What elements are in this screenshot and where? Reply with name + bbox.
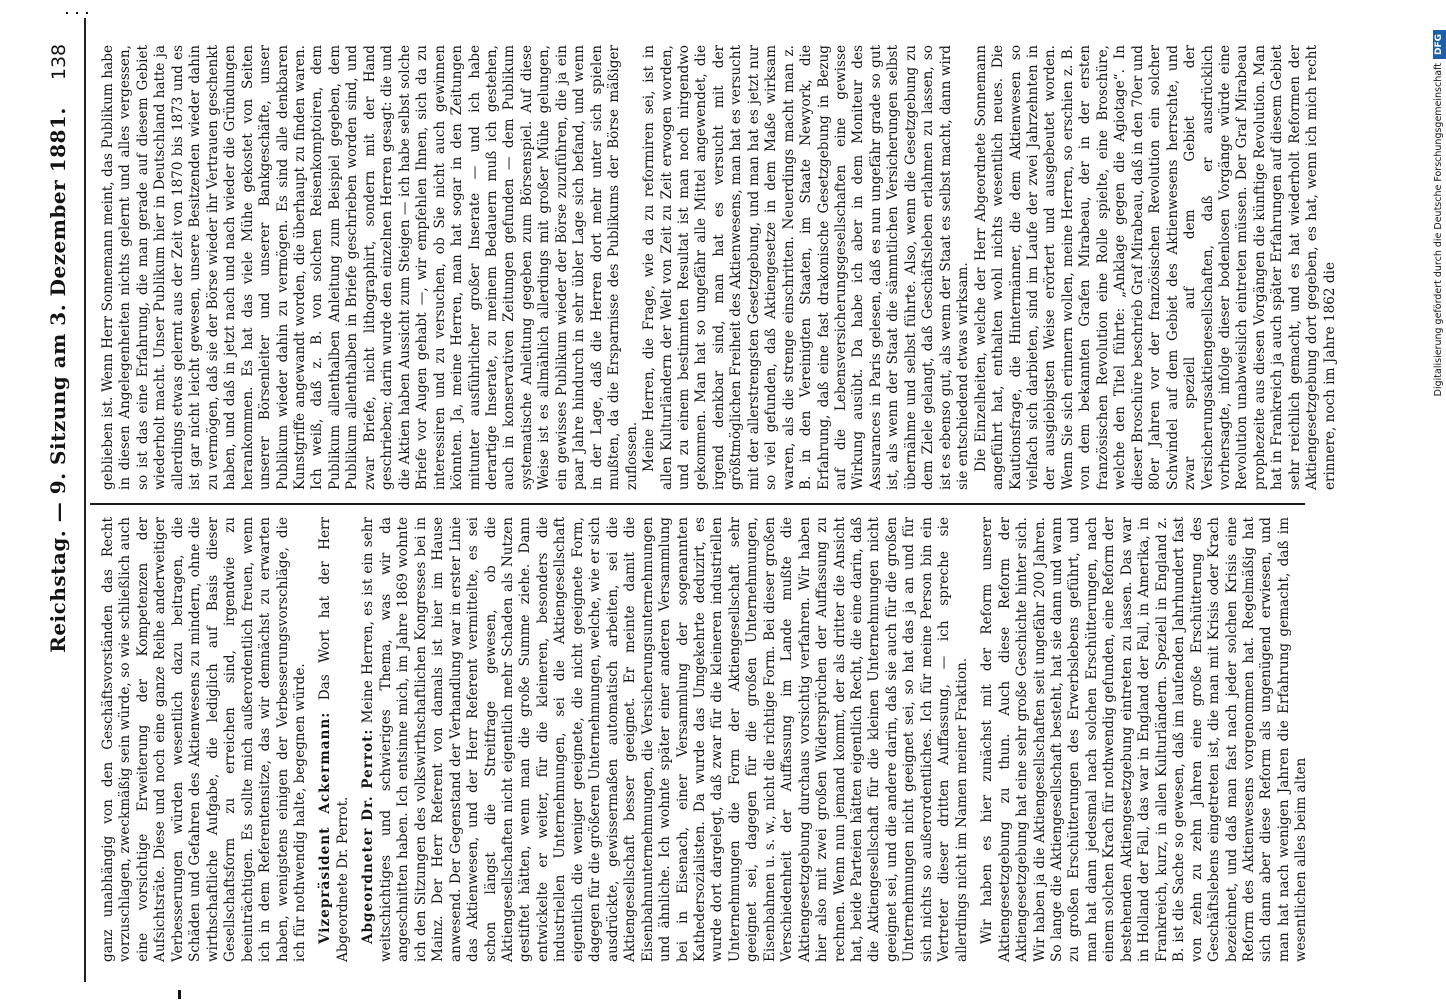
scan-artifact-tick (76, 12, 78, 14)
scan-artifact-tick (66, 12, 68, 14)
speaker-perrot: Abgeordneter Dr. Perrot: (360, 728, 377, 944)
left-paragraph-3: Wir haben es hier zunächst mit der Reform unserer Aktiengesetzgebung zu thun. Auch diese Reform der Aktiengesetzgebung hat eine sehr große Geschichte hinter sich. Wir haben ja die Aktiengesellschaften seit ungefähr 200 Jahren. So lange die Aktiengesellschaft besteht, hat sie dann und wann zu großen Erschütterungen des Erwerbslebens geführt, und man hat dann jedesmal nach solchen Erschütterungen, nach einem solchen Krach für nothwendig gefunden, eine Reform der bestehenden Aktiengesetzgebung eintreten zu lassen. Das war in Holland der Fall, das war in England der Fall, in Amerika, in Frankreich, kurz, in allen Kulturländern. Speziell in England z. B. ist die Sache so gewesen, daß im laufenden Jahrhundert fast von zehn zu zehn Jahren eine große Erschütterung des Geschäftslebens eingetreten ist, die man mit Krisis oder Krach bezeichnet, und daß man fast nach jeder solchen Krisis eine Reform des Aktienwesens vorgenommen hat. Regelmäßig hat sich dann aber diese Reform als ungenügend erwiesen, und man hat nach wenigen Jahren die Erfahrung gemacht, daß im wesentlichen alles beim alten (979, 517, 1310, 962)
dfg-logo: DFG (1433, 30, 1446, 59)
right-paragraph-3: Die Einzelheiten, welche der Herr Abgeordnete Sonnemann angeführt hat, enthalten wohl nichts wesentlich neues. Die Kautionsfrage, die Hintermänner, die dem Aktienwesen so vielfach sich darbieten, sind im Laufe der zwei Jahrzehnten in der ausgiebigsten Weise erörtert und ausgebeutet worden. Wenn Sie sich erinnern wollen, meine Herren, so erschien z. B. von dem bekannten Grafen Mirabeau, der in der ersten französischen Revolution eine Rolle spielte, eine Broschüre, welche den Titel führte: „Anklage gegen die Agiotage“. In dieser Broschüre beschrieb Graf Mirabeau, daß in den 70er und 80er Jahren vor der französischen Revolution ein solcher Schwindel auf dem Gebiet des Aktienwesens herrschte, und zwar speziell auf dem Gebiet der Versicherungsaktiengesellschaften, daß er ausdrücklich vorhersagte, infolge dieser bodenlosen Vorgänge würde eine Revolution unabweislich eintreten müssen. Der Graf Mirabeau prophezeite aus diesen Vorgängen die künftige Revolution. Man hat in Frankreich ja auch später Erfahrungen auf diesem Gebiet sehr reichlich gemacht, und es hat wiederholt Reformen der Aktiengesetzgebung dort gegeben, es hat, wenn ich mich recht erinnere, noch im Jahre 1862 die (972, 45, 1338, 490)
digitization-credit (1418, 30, 1444, 970)
digitization-credit-text: Digitalisierung gefördert durch die Deutsche Forschungsgemeinschaft (1433, 63, 1444, 397)
right-column (100, 45, 1338, 490)
president-remark-text: Das Wort hat der Herr Abgeordnete Dr. Perrot. (317, 516, 351, 962)
president-remark (317, 517, 352, 962)
header-rule (84, 18, 86, 982)
left-paragraph-2 (360, 517, 971, 962)
speaker-vizepraesident: Vizepräsident Ackermann: (317, 711, 334, 944)
left-paragraph-1: ganz unabhängig von den Geschäftsvorständen das Recht vorzuschlagen, zweckmäßig sein würde, so wie schließlich auch eine vorsichtige Erweiterung der Kompetenzen der Aufsichtsräte. Diese und noch eine ganze Reihe anderweitiger Verbesserungen würden wesentlich dazu beitragen, die Schäden und Gefahren des Aktienwesens zu mindern, ohne die wirthschaftliche Aufgabe, die lediglich auf Basis dieser Gesellschaftsform zu erreichen sind, irgendwie zu beeinträchtigen. Es sollte mich außerordentlich freuen, wenn ich in dem Referentensitze, das wir demnächst zu erwarten haben, wenigstens einigen der Verbesserungsvorschläge, die ich für nothwendig halte, begegnen würde. (100, 517, 308, 962)
page-number: 138 (48, 43, 70, 81)
scan-artifact-dot (178, 990, 181, 999)
running-title: Reichstag. — 9. Sitzung am 3. Dezember 1881. (46, 107, 70, 653)
page-header (36, 0, 72, 1000)
left-paragraph-2-text: Meine Herren, es ist ein sehr weitschichtiges und schwieriges Thema, was wir da angeschnitten haben. Ich entsinne mich, im Jahre 1869 wohnte ich den Sitzungen des volkswirthschaftlichen Kongresses bei in Mainz. Der Herr Referent von damals ist hier im Hause anwesend. Der Gegenstand der Verhandlung war in erster Linie das Aktienwesen, und der Herr Referent vermittelte, es sei schon längst die Streitfrage gewesen, ob die Aktiengesellschaften nicht eigentlich mehr Schaden als Nutzen gestiftet hätten, wenn man die große Summe ziehe. Dann entwickelte er weiter, für die kleineren, besonders die industriellen Unternehmungen, sei die Aktiengesellschaft eigentlich die weniger geeignete, die nicht geeignete Form, dagegen für die größeren Unternehmungen, welche, wie er sich ausdrückte, gewissermaßen automatisch arbeiten, sei die Aktiengesellschaft besser geeignet. Er meinte damit die Eisenbahnunternehmungen, die Versicherungsunternehmungen und ähnliche. Ich wohnte später einer anderen Versammlung bei in Eisenach, einer Versammlung der sogenannten Kathedersozialisten. Da wurde das Umgekehrte deduzirt, es wurde dort dargelegt, daß zwar für die kleineren industriellen Unternehmungen die Form der Aktiengesellschaft sehr geeignet sei, dagegen für die großen Unternehmungen, Eisenbahnen u. s. w., nicht die richtige Form. Bei dieser großen Verschiedenheit der Auffassung im Lande mußte die Aktiengesetzgebung durchaus vorsichtig verfahren. Wir haben hier also mit zwei großen Widersprüchen der Auffassung zu rechnen. Wenn nun jemand kommt, der als dritter die Ansicht hat, beide Parteien hätten eigentlich Recht, die eine darin, daß die Aktiengesellschaft für die kleinen Unternehmungen nicht geeignet sei, und die andere darin, daß sie auch für die großen Unternehmungen nicht geeignet sei, so hat das ja an und für sich nichts so außerordentliches. Ich für meine Person bin ein Vertreter dieser dritten Auffassung, — ich spreche sie allerdings nicht im Namen meiner Fraktion. (360, 517, 970, 962)
right-paragraph-1: geblieben ist. Wenn Herr Sonnemann meint, das Publikum habe in diesen Angelegenheiten nichts gelernt und alles vergessen, so ist das eine Erfahrung, die man gerade auf diesem Gebiet wiederholt macht. Unser Publikum hier in Deutschland hatte ja allerdings etwas gelernt aus der Zeit von 1870 bis 1873 und es ist gar nicht leicht gewesen, unsere Besitzenden wieder dahin zu vermögen, daß sie der Börse wieder ihr Vertrauen geschenkt haben, und daß in jetzt nach und nach wieder die Gründungen herankommen. Es hat das viele Mühe gekostet von Seiten unserer Börsenleiter und unserer Bankgeschäfte, unser Publikum wieder dahin zu vermögen. Es sind alle denkbaren Kunstgriffe angewandt worden, die überhaupt zu finden waren. Ich weiß, daß z. B. von solchen Reisenkomptoiren, dem Publikum allenthalben Anleitung zum Beispiel gegeben, dem Publikum allenthalben in Briefe geschrieben worden sind, und zwar Briefe, nicht lithographirt, sondern mit der Hand geschrieben; darin wurde den einzelnen Herren gesagt: die und die Aktien haben Aussicht zum Steigen — ich habe selbst solche Briefe vor Augen gehabt —, wir empfehlen Ihnen, sich da zu interessiren und zu versuchen, ob Sie nicht auch gewinnen könnten. Ja, meine Herren, man hat sogar in den Zeitungen mitunter ausführlicher großer Inserate — und ich habe derartige Inserate, zu meinem Bedauern muß ich gestehen, auch in konservativen Zeitungen gefunden — dem Publikum systematische Anleitung gegeben zum Börsenspiel. Auf diese Weise ist es allmählich allerdings mit großer Mühe gelungen, ein gewisses Publikum wieder der Börse zuzuführen, die ja ein paar Jahre hindurch in sehr übler Lage sich befand, und wenn in der Lage, daß die Herren dort mehr unter sich spielen mußten, da die Ersparnisse des Publikums der Börse mäßiger zuflossen. (100, 45, 640, 490)
left-column (100, 516, 1310, 962)
column-divider (90, 503, 1305, 505)
scan-artifact-tick (86, 12, 88, 14)
right-paragraph-2: Meine Herren, die Frage, wie da zu reformiren sei, ist in allen Kulturländern der Welt von Zeit zu Zeit erwogen worden, und zu einem bestimmten Resultat ist man noch nirgendwo gekommen. Man hat so ungefähr alle Mittel angewendet, die irgend denkbar sind, man hat es versucht mit der größtmöglichen Freiheit des Aktienwesens, man hat es versucht mit der allerstrengsten Gesetzgebung, und man hat es jetzt nur so viel gefunden, daß Aktiengesetze in dem Maße wirksam waren, als die strenge einschritten. Neuerdings macht man z. B. in den Vereinigten Staaten, im Staate Newyork, die Erfahrung, daß eine fast drakonische Gesetzgebung in Bezug auf die Lebensversicherungsgesellschaften eine gewisse Wirkung ausübt. Da habe ich aber in dem Moniteur des Assurances in Paris gelesen, daß es nun ungefähr grade so gut ist, als wenn der Staat die sämmtlichen Versicherungen selbst übernähme und selbst führte. Also, wenn die Gesetzgebung zu dem Ziele gelangt, daß Geschäftsleben erlahmen zu lassen, so ist es ebenso gut, als wenn der Staat es selbst macht, dann wird sie entschiedend etwas wirksam. (641, 45, 972, 490)
